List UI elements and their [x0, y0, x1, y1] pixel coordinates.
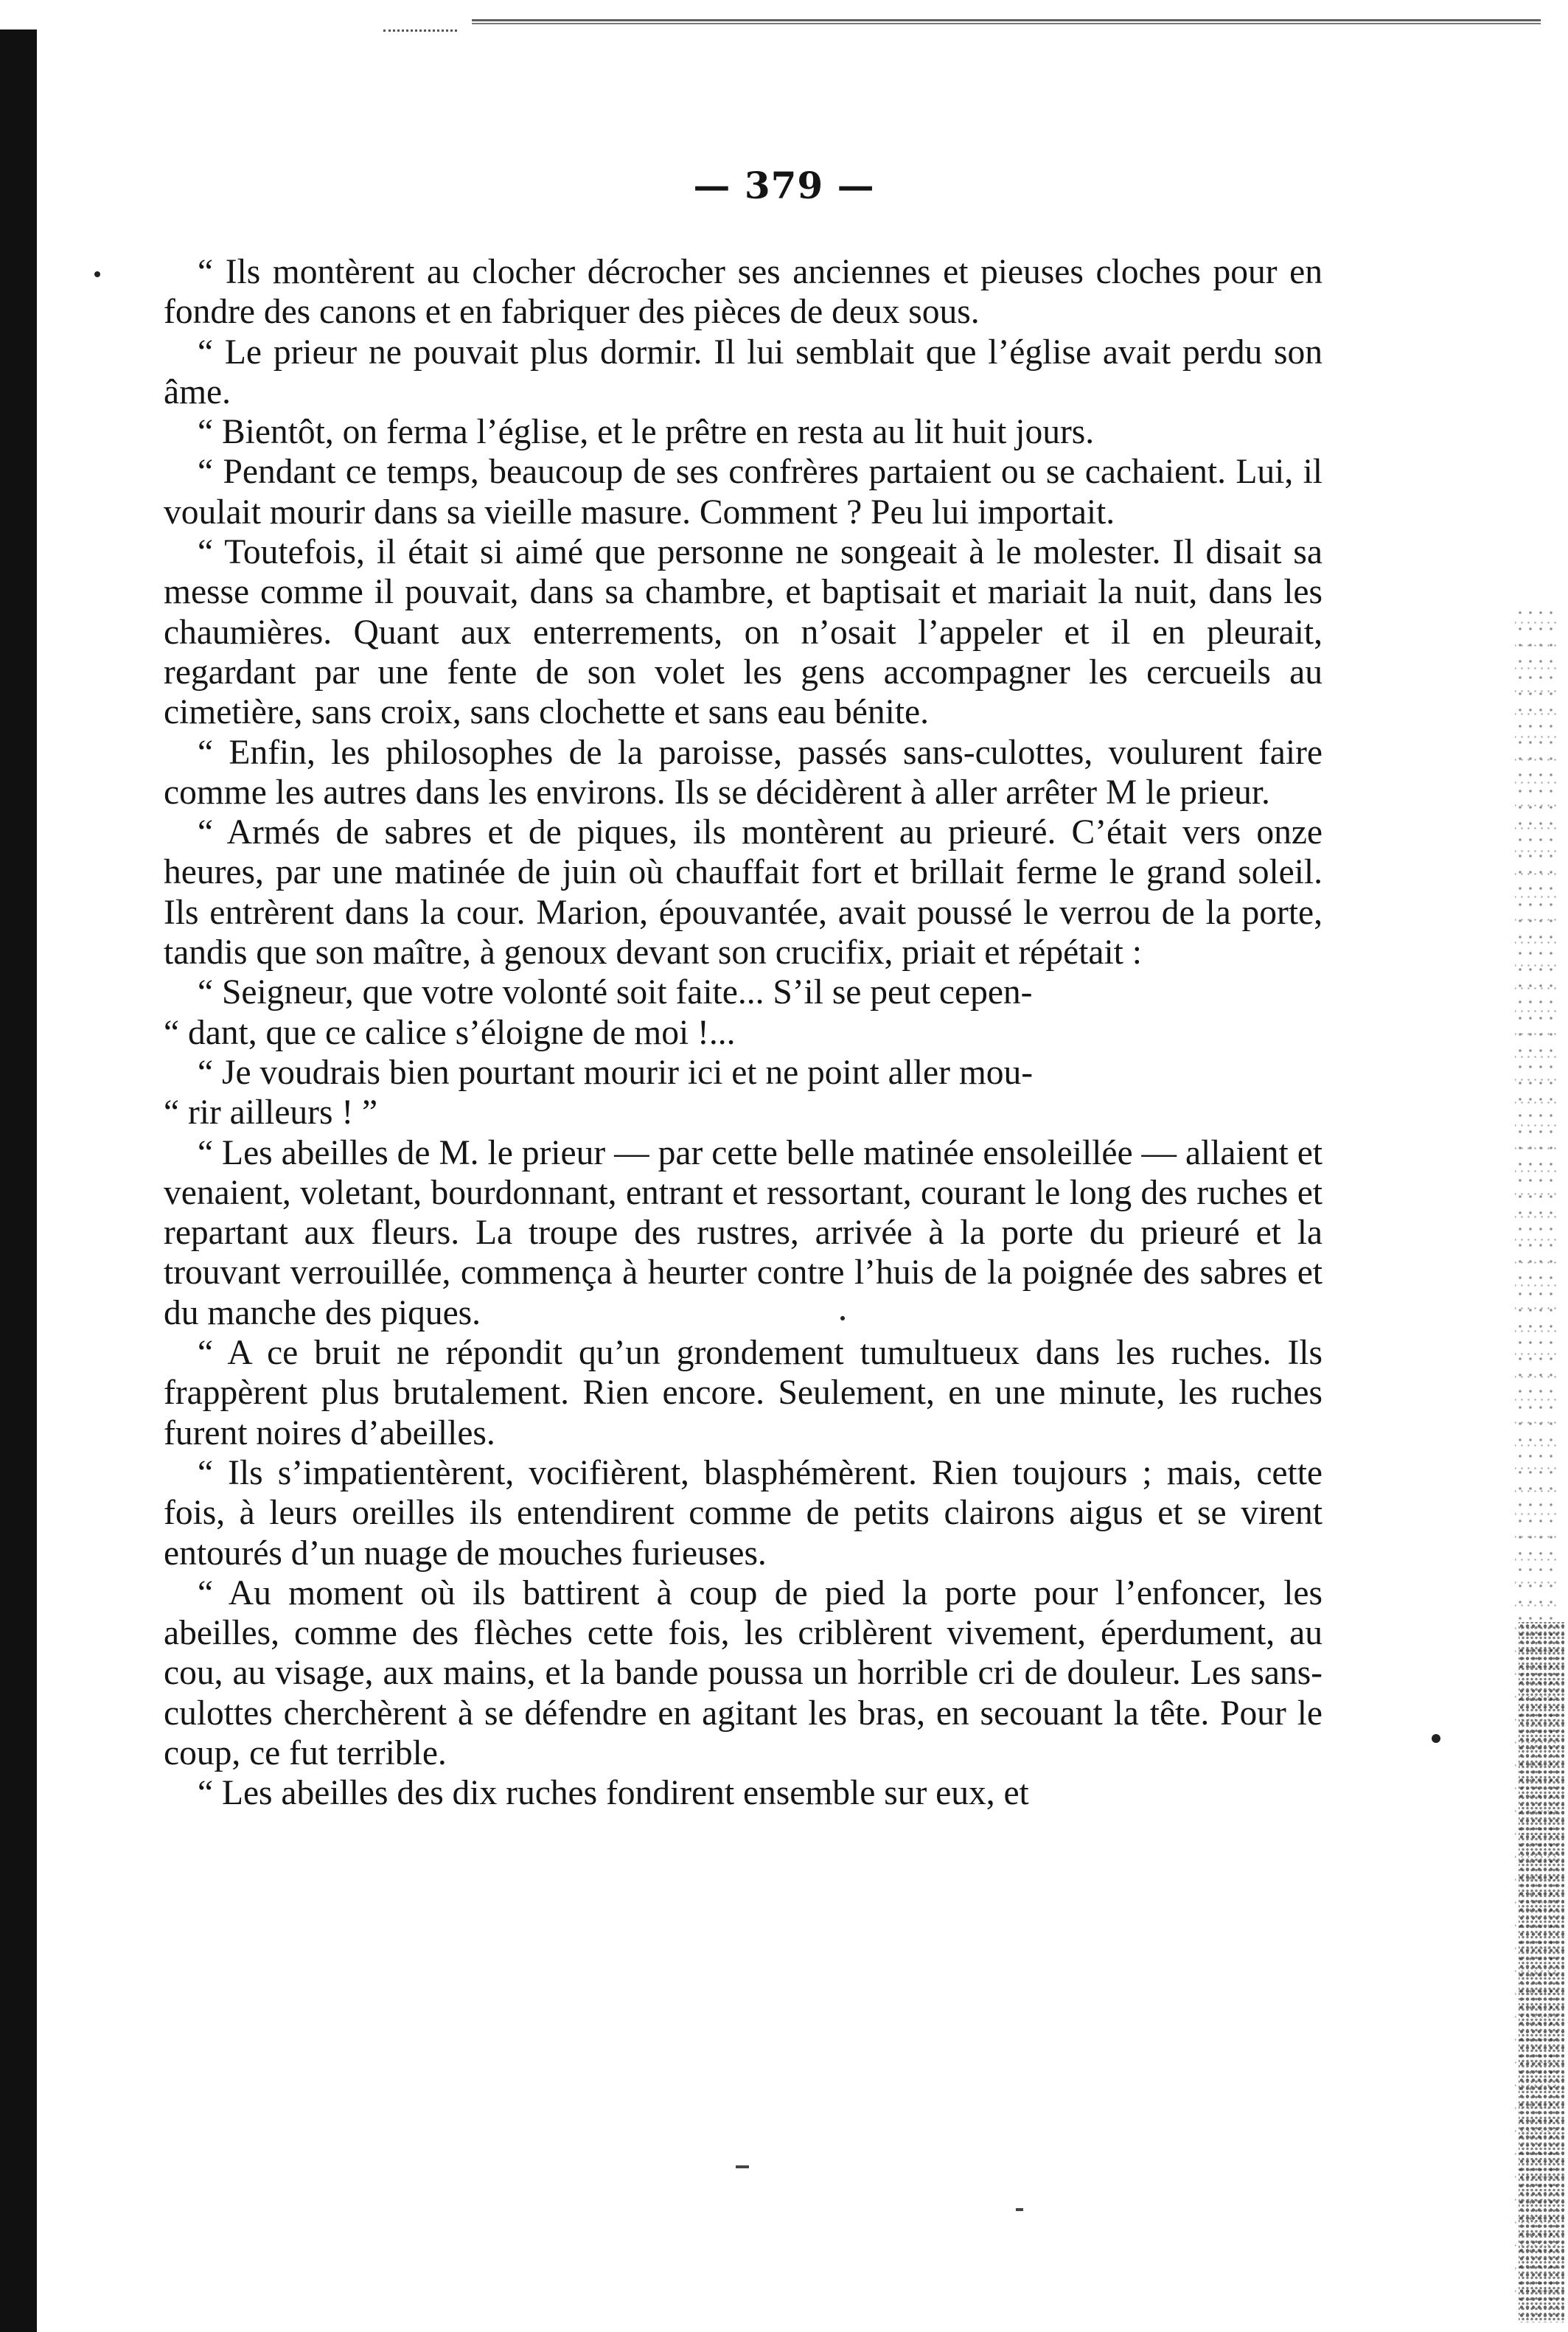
stray-ink-dot: [94, 271, 100, 277]
paragraph: “ Toutefois, il était si aimé que personne ne songeait à le molester. Il disait sa messe comme il pouvait, dans sa chambre, et baptisait et mariait la nuit, dans les chaumières. Quant aux enterrements, on n’osait l’appeler et il en pleurait, regardant par une fente de son volet les gens accompagner les cercueils au cimetière, sans croix, sans clochette et sans eau bénite.: [164, 533, 1323, 732]
top-edge-rule: [472, 19, 1541, 27]
paragraph: “ Bientôt, on ferma l’église, et le prêtre en resta au lit huit jours.: [198, 413, 1095, 452]
paragraph: “ dant, que ce calice s’éloigne de moi !...: [164, 1013, 736, 1052]
top-edge-dots: [383, 29, 457, 35]
paragraph: “ Le prieur ne pouvait plus dormir. Il lui semblait que l’église avait perdu son âme.: [164, 333, 1323, 411]
paragraph: “ A ce bruit ne répondit qu’un grondement tumultueux dans les ruches. Ils frappèrent plus brutalement. Rien encore. Seulement, en une minute, les ruches furent noires d’abeilles.: [164, 1334, 1323, 1452]
stray-ink-dash: [736, 2165, 749, 2168]
right-edge-speckle-dense: [1519, 1622, 1564, 2322]
paragraph: “ Armés de sabres et de piques, ils montèrent au prieuré. C’était vers onze heures, par une matinée de juin où chauffait fort et brillait ferme le grand soleil. Ils entrèrent dans la cour. Marion, épouvantée, avait poussé le verrou de la porte, tandis que son maître, à genoux devant son crucifix, priait et répétait :: [164, 813, 1323, 972]
paragraph: “ Au moment où ils battirent à coup de pied la porte pour l’enfoncer, les abeilles, comme des flèches cette fois, les criblèrent vivement, éperdument, au cou, au visage, aux mains, et la bande poussa un horrible cri de douleur. Les sans-culottes cherchèrent à se défendre en agitant les bras, en secouant la tête. Pour le coup, ce fut terrible.: [164, 1573, 1323, 1772]
stray-ink-dash: [1016, 2208, 1023, 2211]
paragraph: “ Les abeilles de M. le prieur — par cette belle matinée ensoleillée — allaient et venaient, voletant, bourdonnant, entrant et ressortant, courant le long des ruches et repartant aux fleurs. La troupe des rustres, arrivée à la porte du prieuré et la trouvant verrouillée, commença à heurter contre l’huis de la poignée des sabres et du manche des piques.: [164, 1133, 1323, 1332]
paragraph: “ Ils montèrent au clocher décrocher ses anciennes et pieuses cloches pour en fondre des canons et en fabriquer des pièces de deux sous.: [164, 253, 1323, 332]
paragraph: “ Seigneur, que votre volonté soit faite... S’il se peut cepen-: [198, 973, 1033, 1012]
paragraph: “ Pendant ce temps, beaucoup de ses confrères partaient ou se cachaient. Lui, il voulait mourir dans sa vieille masure. Comment ? Peu lui importait.: [164, 453, 1323, 532]
paragraph: “ rir ailleurs ! ”: [164, 1093, 378, 1132]
body-text: [164, 252, 1323, 1814]
paragraph: “ Enfin, les philosophes de la paroisse, passés sans-culottes, voulurent faire comme les autres dans les environs. Ils se décidèrent à aller arrêter M le prieur.: [164, 733, 1323, 812]
page-number: — 379 —: [693, 164, 875, 207]
scan-spine-shadow: [0, 29, 37, 2332]
paragraph: “ Les abeilles des dix ruches fondirent ensemble sur eux, et: [198, 1774, 1029, 1813]
paragraph: “ Je voudrais bien pourtant mourir ici et ne point aller mou-: [198, 1053, 1034, 1092]
paragraph: “ Ils s’impatientèrent, vocifièrent, blasphémèrent. Rien toujours ; mais, cette fois, à leurs oreilles ils entendirent comme de petits clairons aigus et se virent entourés d’un nuage de mouches furieuses.: [164, 1453, 1323, 1573]
stray-ink-dot: [1432, 1734, 1440, 1743]
